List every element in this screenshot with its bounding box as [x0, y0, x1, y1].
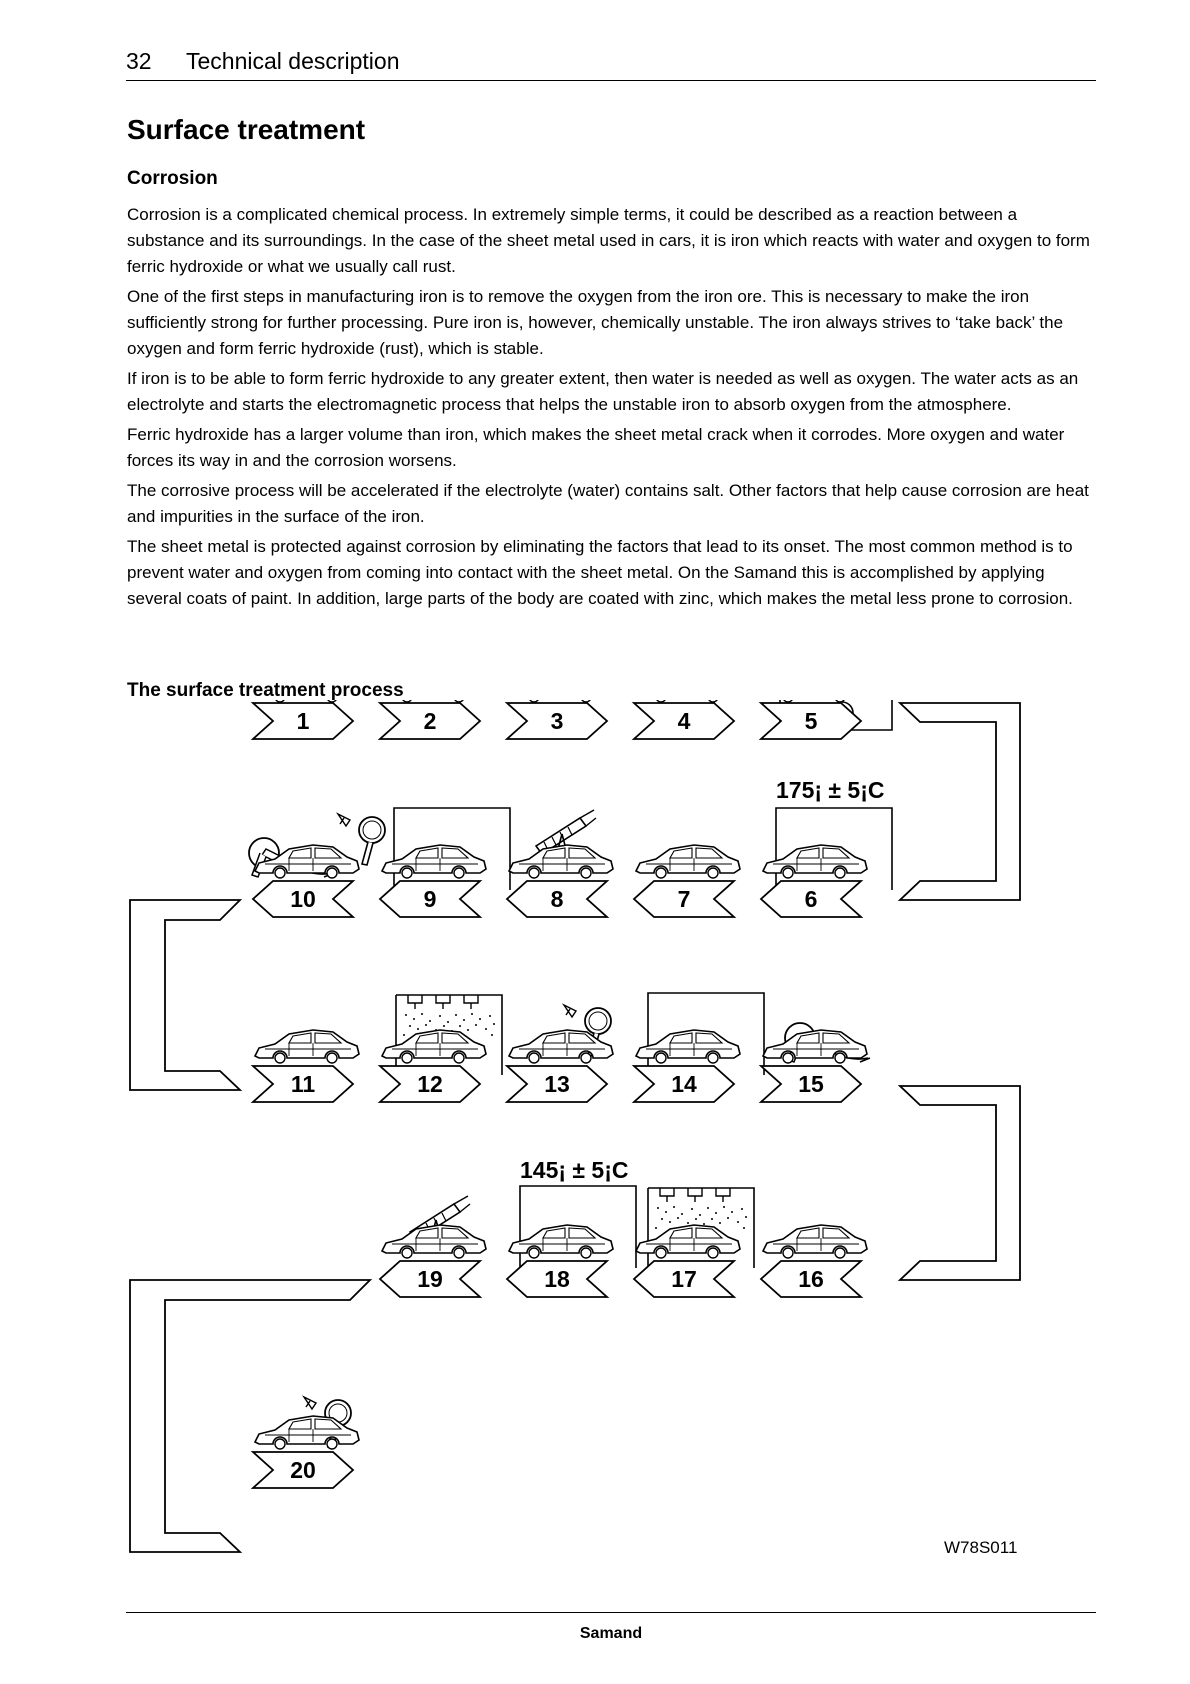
paragraph: One of the first steps in manufacturing iron is to remove the oxygen from the iron ore. This is necessary to make the iron sufficiently strong for further processing. Pure iron is, however, chemically unstable. The iron always strives to ‘take back’ the oxygen and form ferric hydroxide (rust), which is stable. — [127, 287, 1064, 358]
step-number: 9 — [423, 886, 437, 912]
car-body-icon — [382, 845, 486, 878]
connector-bracket — [900, 1086, 1020, 1280]
figure-code: W78S011 — [944, 1538, 1018, 1557]
temperature-label: 175¡ ± 5¡C — [776, 777, 885, 803]
step-number: 19 — [417, 1266, 443, 1292]
car-body-icon — [763, 1030, 867, 1063]
car-body-icon — [255, 1030, 359, 1063]
step-number: 5 — [804, 708, 818, 734]
step-number: 11 — [290, 1071, 316, 1097]
step-number: 10 — [290, 886, 316, 912]
step-number: 15 — [798, 1071, 824, 1097]
corrosion-heading: Corrosion — [127, 168, 218, 189]
car-body-icon — [255, 700, 359, 702]
step-number: 8 — [550, 886, 564, 912]
temperature-label: 145¡ ± 5¡C — [520, 1157, 629, 1183]
car-body-icon — [509, 700, 613, 702]
footer-brand: Samand — [579, 1625, 643, 1642]
step-number: 13 — [544, 1071, 570, 1097]
paragraph: Ferric hydroxide has a larger volume than iron, which makes the sheet metal crack when it corrodes. More oxygen and water forces its way in and the corrosion worsens. — [127, 425, 1065, 470]
page-footer — [126, 1612, 1096, 1642]
surface-treatment-diagram — [0, 700, 1190, 1580]
paragraph: If iron is to be able to form ferric hydroxide to any greater extent, then water is needed as well as oxygen. The water acts as an electrolyte and starts the electromagnetic process that helps the unstable iron to absorb oxygen from the atmosphere. — [127, 369, 1079, 414]
car-body-icon — [636, 845, 740, 878]
car-body-icon — [636, 1225, 740, 1258]
step-number: 1 — [296, 708, 310, 734]
connector-bracket — [130, 900, 240, 1090]
step-number: 20 — [290, 1457, 316, 1483]
car-body-icon — [763, 700, 867, 702]
step-number: 6 — [804, 886, 818, 912]
car-body-icon — [763, 845, 867, 878]
car-body-icon — [382, 700, 486, 702]
paragraph: The corrosive process will be accelerated if the electrolyte (water) contains salt. Other factors that help cause corrosion are heat and impurities in the surface of the iron. — [127, 481, 1089, 526]
header-title: Technical description — [186, 48, 400, 74]
step-number: 4 — [677, 708, 691, 734]
page-number: 32 — [126, 48, 152, 74]
page-header — [126, 44, 1096, 81]
car-body-icon — [763, 1225, 867, 1258]
process-flow-svg — [0, 700, 1190, 1580]
connector-bracket — [900, 703, 1020, 900]
process-heading: The surface treatment process — [127, 680, 404, 701]
step-number: 12 — [417, 1071, 443, 1097]
paragraph: The sheet metal is protected against corrosion by eliminating the factors that lead to its onset. The most common method is to prevent water and oxygen from coming into contact with the sheet metal. On the Samand this is accomplished by applying several coats of paint. In addition, large parts of the body are coated with zinc, which makes the metal less prone to corrosion. — [127, 537, 1073, 608]
corrosion-body — [127, 202, 1092, 616]
step-number: 17 — [671, 1266, 697, 1292]
step-number: 7 — [677, 886, 691, 912]
section-title: Surface treatment — [127, 114, 366, 145]
step-number: 2 — [423, 708, 437, 734]
car-body-icon — [636, 1030, 740, 1063]
car-body-icon — [509, 1225, 613, 1258]
step-number: 14 — [671, 1071, 697, 1097]
car-body-icon — [382, 1030, 486, 1063]
car-body-icon — [509, 845, 613, 878]
paragraph: Corrosion is a complicated chemical process. In extremely simple terms, it could be described as a reaction between a substance and its surroundings. In the case of the sheet metal used in cars, it is iron which reacts with water and oxygen to form ferric hydroxide or what we usually call rust. — [127, 205, 1090, 276]
step-number: 3 — [550, 708, 564, 734]
car-body-icon — [382, 1225, 486, 1258]
car-body-icon — [636, 700, 740, 702]
step-number: 18 — [544, 1266, 570, 1292]
step-number: 16 — [798, 1266, 824, 1292]
